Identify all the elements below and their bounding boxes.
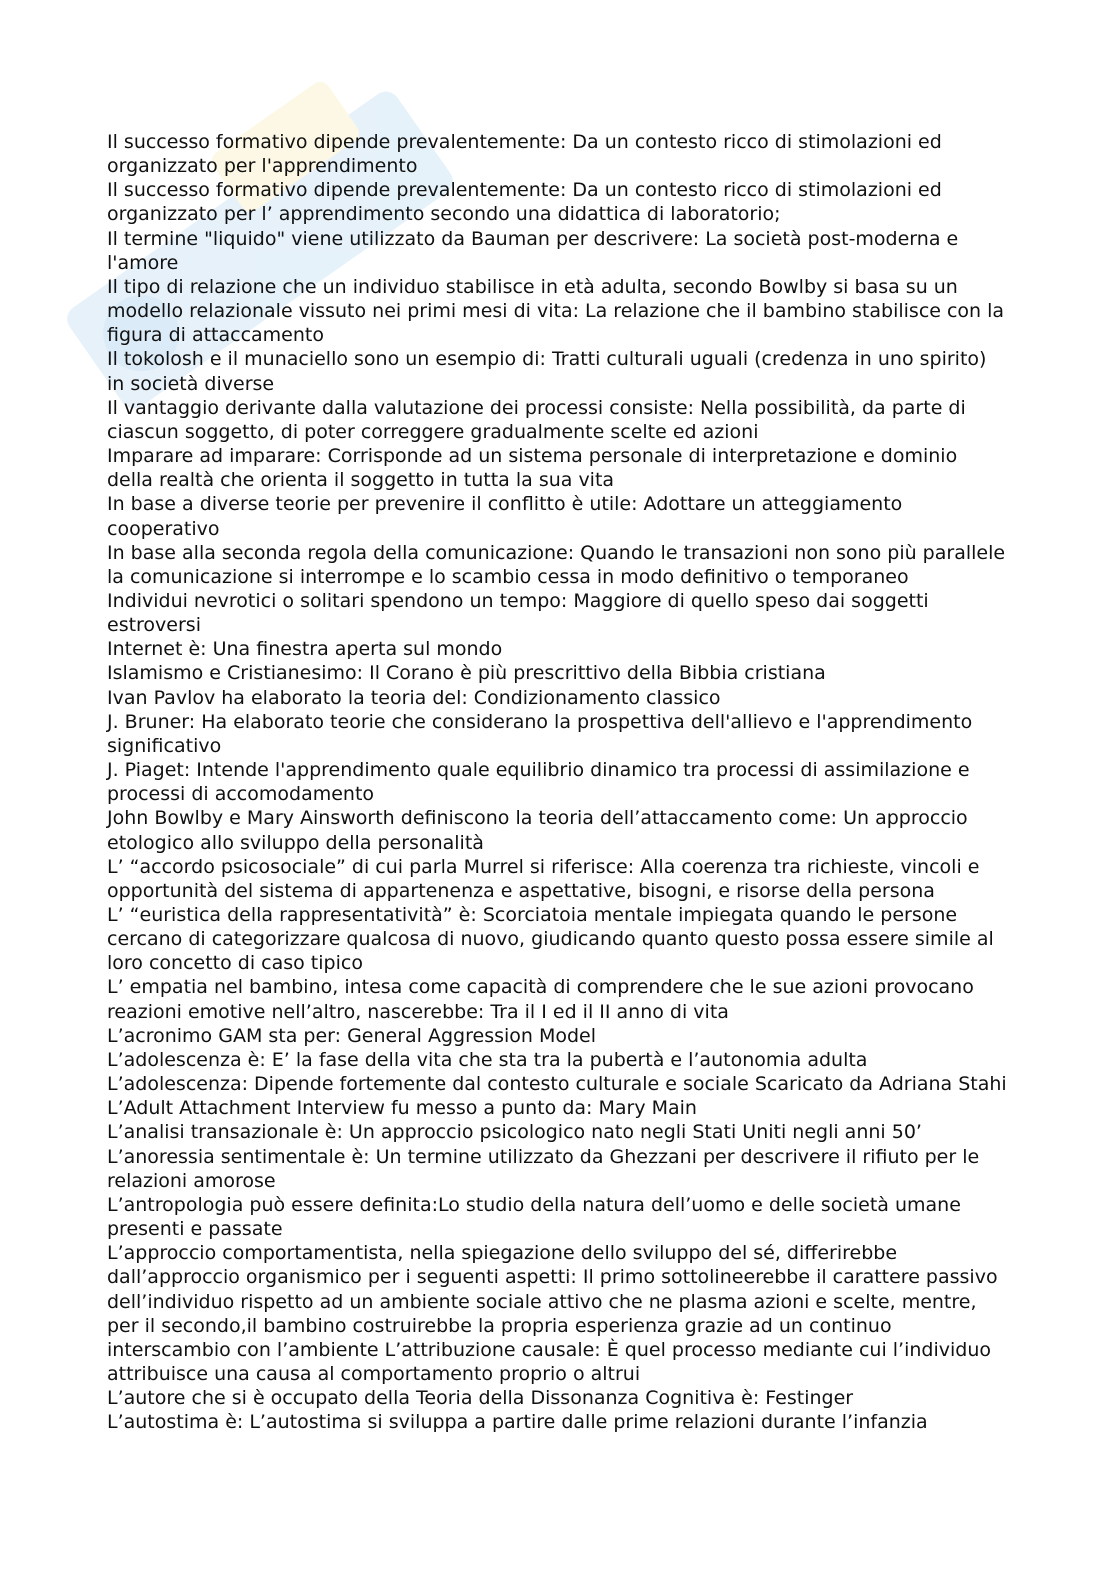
entry-text: L’antropologia può essere definita:Lo studio della natura dell’uomo e delle società umane presenti e passate [107, 1193, 961, 1241]
entry-text: Individui nevrotici o solitari spendono un tempo: Maggiore di quello speso dai soggetti estroversi [107, 589, 929, 637]
entry-text: Il vantaggio derivante dalla valutazione dei processi consiste: Nella possibilità, da parte di ciascun soggetto, di poter correggere gradualmente scelte ed azioni [107, 396, 966, 443]
entry [107, 1386, 1007, 1410]
entry-text: In base a diverse teorie per prevenire il conflitto è utile: Adottare un atteggiamento cooperativo [107, 493, 903, 540]
entry-text: Imparare ad imparare: Corrisponde ad un sistema personale di interpretazione e dominio della realtà che orienta il soggetto in tutta la sua vita [107, 445, 958, 492]
entry-text: J. Piaget: Intende l'apprendimento quale equilibrio dinamico tra processi di assimilazione e processi di accomodamento [107, 759, 970, 806]
entry [107, 541, 1007, 589]
entry [107, 661, 1007, 685]
entry [107, 975, 1007, 1023]
entry-text: J. Bruner: Ha elaborato teorie che considerano la prospettiva dell'allievo e l'apprendimento significativo [107, 710, 973, 757]
entry [107, 686, 1007, 710]
entry [107, 1241, 1007, 1386]
entry-text: L’acronimo GAM sta per: General Aggression Model [107, 1024, 597, 1047]
entry-text: L’anoressia sentimentale è: Un termine utilizzato da Ghezzani per descrivere il rifiuto per le relazioni amorose [107, 1145, 980, 1192]
entry [107, 1024, 1007, 1048]
entry-text: L’approccio comportamentista, nella spiegazione dello sviluppo del sé, differirebbe dall’approccio organismico per i seguenti aspetti: Il primo sottolineerebbe il carattere passivo dell’individuo rispetto ad un ambiente sociale attivo che ne plasma azioni e scelte, mentre, per il secondo,il bambino costruirebbe la propria esperienza grazie ad un continuo interscambio con l’ambiente L’attribuzione causale: È quel processo mediante cui l’individuo attribuisce una causa al comportamento proprio o altrui [107, 1242, 998, 1385]
entry [107, 1145, 1007, 1193]
entry [107, 589, 1007, 637]
entry [107, 396, 1007, 444]
entry-text: Il termine "liquido" viene utilizzato da Bauman per descrivere: La società post-moderna e l'amore [107, 227, 959, 274]
entry-text: L’adolescenza è: E’ la fase della vita che sta tra la pubertà e l’autonomia adulta [107, 1048, 868, 1071]
entry [107, 758, 1007, 806]
entry-text: L’analisi transazionale è: Un approccio psicologico nato negli Stati Uniti negli anni 50’ [107, 1121, 922, 1144]
entry [107, 227, 1007, 275]
entry [107, 1120, 1007, 1144]
entry [107, 130, 1007, 178]
entry-text: John Bowlby e Mary Ainsworth definiscono la teoria dell’attaccamento come: Un approccio etologico allo sviluppo della personalità [107, 807, 968, 854]
entry [107, 1072, 1007, 1096]
entry [107, 806, 1007, 854]
entry [107, 275, 1007, 347]
entry [107, 1096, 1007, 1120]
entry-text: L’autore che si è occupato della Teoria della Dissonanza Cognitiva è: Festinger [107, 1387, 854, 1410]
entry [107, 710, 1007, 758]
entry-text: Il tokolosh e il munaciello sono un esempio di: Tratti culturali uguali (credenza in uno spirito) in società diverse [107, 348, 987, 395]
entry-text: Islamismo e Cristianesimo: Il Corano è più prescrittivo della Bibbia cristiana [107, 662, 826, 685]
entry [107, 903, 1007, 975]
entry-text: L’ empatia nel bambino, intesa come capacità di comprendere che le sue azioni provocano reazioni emotive nell’altro, nascerebbe: Tra il I ed il II anno di vita [107, 976, 974, 1023]
entry [107, 855, 1007, 903]
entry [107, 1410, 1007, 1434]
entry [107, 178, 1007, 226]
entry-text: Internet è: Una finestra aperta sul mondo [107, 638, 503, 661]
entry-text: L’ “accordo psicosociale” di cui parla Murrel si riferisce: Alla coerenza tra richieste, vincoli e opportunità del sistema di appartenenza e aspettative, bisogni, e risorse della persona [107, 855, 980, 902]
entry-text: L’ “euristica della rappresentatività” è: Scorciatoia mentale impiegata quando le persone cercano di categorizzare qualcosa di nuovo, giudicando quanto questo possa essere simile al loro concetto di caso tipico [107, 904, 994, 975]
entry-text: Il successo formativo dipende prevalentemente: Da un contesto ricco di stimolazioni ed organizzato per l'apprendimento [107, 131, 942, 178]
entry-text: In base alla seconda regola della comunicazione: Quando le transazioni non sono più parallele la comunicazione si interrompe e lo scambio cessa in modo definitivo o temporaneo [107, 541, 1006, 588]
entry [107, 1048, 1007, 1072]
entry-text: L’adolescenza: Dipende fortemente dal contesto culturale e sociale Scaricato da Adriana Stahi [107, 1073, 1007, 1096]
entry [107, 444, 1007, 492]
entry [107, 347, 1007, 395]
entry-text: L’Adult Attachment Interview fu messo a punto da: Mary Main [107, 1097, 697, 1120]
entry [107, 637, 1007, 661]
entry-text: Il tipo di relazione che un individuo stabilisce in età adulta, secondo Bowlby si basa su un modello relazionale vissuto nei primi mesi di vita: La relazione che il bambino stabilisce con la figura di attaccamento [107, 275, 1005, 347]
entry-text: Il successo formativo dipende prevalentemente: Da un contesto ricco di stimolazioni ed organizzato per l’ apprendimento secondo una didattica di laboratorio; [107, 179, 942, 226]
entry [107, 1193, 1007, 1241]
entry [107, 492, 1007, 540]
entry-text: L’autostima è: L’autostima si sviluppa a partire dalle prime relazioni durante l’infanzia [107, 1411, 928, 1434]
entry-text: Ivan Pavlov ha elaborato la teoria del: Condizionamento classico [107, 686, 721, 709]
document-body [107, 130, 1007, 1434]
